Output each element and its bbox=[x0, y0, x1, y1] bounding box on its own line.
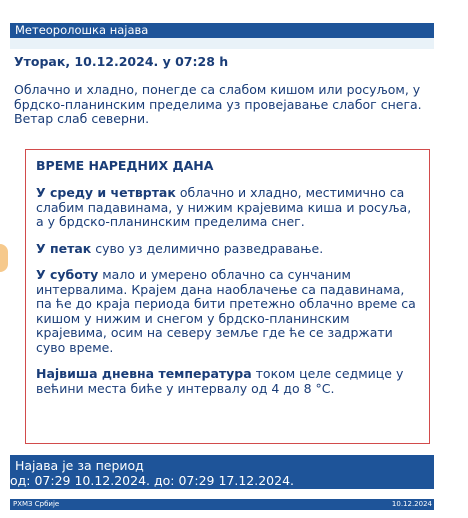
outlook-item-lead: У петак bbox=[36, 240, 92, 256]
outlook-item-lead: У среду и четвртак bbox=[36, 185, 176, 200]
footer-date: 10.12.2024 bbox=[391, 500, 432, 508]
forecast-date: Уторак, 10.12.2024. у 07:28 h bbox=[14, 54, 229, 69]
period-label: Најава је за период bbox=[15, 458, 144, 473]
footer-source: РХМЗ Србије bbox=[13, 500, 60, 508]
outlook-item-lead: У суботу bbox=[36, 267, 99, 282]
outlook-box bbox=[25, 149, 430, 444]
forecast-summary: Облачно и хладно, понегде са слабом кишом или росуљом, у брдско-планинским пределима уз провејавање слабог снега. Ветар слаб северни. bbox=[14, 82, 422, 126]
period-bar bbox=[10, 455, 434, 489]
outlook-item-text: облачно и хладно, местимично са слабим падавинама, у нижим крајевима киша и росуља, а у брдско-планинским пределима снег. bbox=[36, 185, 412, 229]
header-sub-bar bbox=[10, 38, 434, 49]
period-range: од: 07:29 10.12.2024. до: 07:29 17.12.2024. bbox=[10, 473, 295, 488]
footer-bar bbox=[10, 499, 434, 510]
outlook-item-text: суво уз делимично разведравање. bbox=[91, 240, 324, 256]
outlook-item-wed-thu bbox=[36, 186, 421, 230]
outlook-item-text: током целе седмице у већини места биће у интервалу од 4 до 8 °C. bbox=[36, 366, 404, 396]
widget-header bbox=[10, 23, 434, 38]
side-decoration bbox=[0, 244, 8, 272]
outlook-item-sat bbox=[36, 268, 421, 355]
outlook-item-lead: Највиша дневна температура bbox=[36, 366, 252, 381]
outlook-item-max-temp bbox=[36, 367, 421, 396]
widget-title: Метеоролошка најава bbox=[15, 23, 149, 37]
outlook-item-text: мало и умерено облачно са сунчаним интервалима. Крајем дана наоблачење са падавинама, па ће до краја периода бити претежно облачно време са кишом у нижим и снегом у брдско-планинским крајевима, осим на северу земље где ће се задржати суво време. bbox=[36, 267, 416, 355]
outlook-title: ВРЕМЕ НАРЕДНИХ ДАНА bbox=[36, 158, 214, 173]
outlook-item-fri bbox=[36, 242, 421, 257]
